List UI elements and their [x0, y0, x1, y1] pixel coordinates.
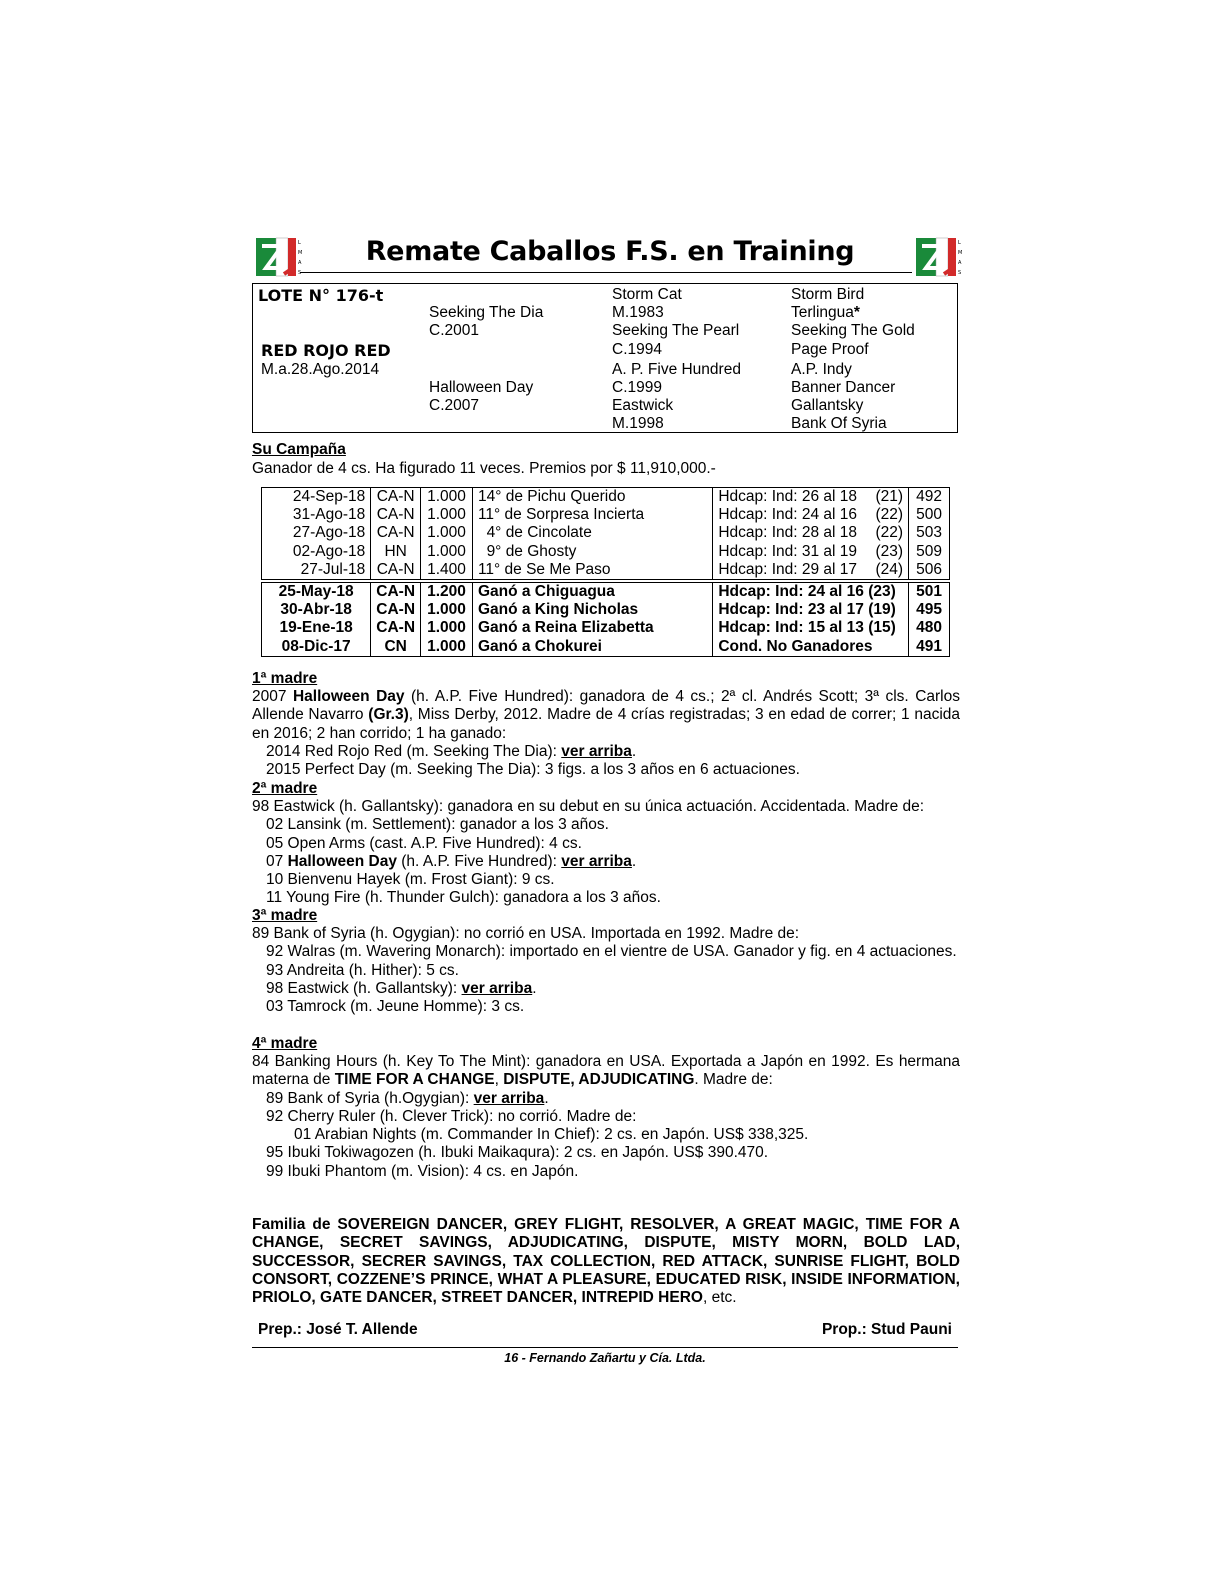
family-paragraph: Familia de SOVEREIGN DANCER, GREY FLIGHT, RESOLVER, A GREAT MAGIC, TIME FOR A CHANGE, SECRET SAVINGS, ADJUDICATING, DISPUTE, MISTY MORN, BOLD LAD, SUCCESSOR, SECRER SAVINGS, TAX COLLECTION, RED ATTACK, SUNRISE FLIGHT, BOLD CONSORT, COZZENE’S PRINCE, WHAT A PLEASURE, EDUCATED RISK, INSIDE INFORMATION, PRIOLO, GATE DANCER, STREET DANCER, INTREPID HERO, etc. [252, 1216, 960, 1307]
race-date: 27-Ago-18 [262, 524, 371, 542]
win-track: CA-N [371, 601, 421, 619]
title-divider [300, 272, 912, 273]
svg-text:S: S [298, 270, 302, 276]
race-date: 31-Ago-18 [262, 506, 371, 524]
win-condition: Cond. No Ganadores [713, 638, 909, 657]
madre2-child-3: 07 Halloween Day (h. A.P. Five Hundred): ver arriba. [266, 852, 637, 870]
svg-text:M: M [298, 250, 303, 256]
pedigree-box [252, 283, 958, 433]
race-weight: 492 [909, 488, 950, 507]
madre1-child-1: 2014 Red Rojo Red (m. Seeking The Dia): ver arriba. [266, 742, 637, 760]
horse-name: RED ROJO RED [261, 341, 391, 360]
madre1-section [252, 688, 960, 779]
race-track: HN [371, 543, 421, 561]
madre4-child-2: 92 Cherry Ruler (h. Clever Trick): no corrió. Madre de: [266, 1107, 637, 1125]
svg-text:S: S [958, 270, 962, 276]
win-date: 08-Dic-17 [262, 638, 371, 657]
win-track: CN [371, 638, 421, 657]
madre2-child-1: 02 Lansink (m. Settlement): ganador a los 3 años. [266, 816, 609, 834]
gen4-3: Seeking The Gold [791, 322, 915, 339]
madre2-section [252, 798, 960, 908]
win-condition: Hdcap: Ind: 23 al 17 (19) [713, 601, 909, 619]
race-condition: Hdcap: Ind: 29 al 17 (24) [713, 561, 909, 581]
win-distance: 1.200 [421, 581, 473, 601]
gen3-1: Storm Cat [612, 286, 682, 303]
gen4-1: Storm Bird [791, 286, 865, 303]
sire-name: Seeking The Dia [429, 304, 544, 321]
madre4-grandchild-1: 01 Arabian Nights (m. Commander In Chief): 2 cs. en Japón. US$ 338,325. [294, 1126, 809, 1144]
race-track: CA-N [371, 488, 421, 507]
win-result: Ganó a King Nicholas [472, 601, 712, 619]
table-row [262, 581, 950, 601]
race-result: 4° de Cincolate [472, 524, 712, 542]
dam-name: Halloween Day [429, 379, 534, 396]
madre1-child-2: 2015 Perfect Day (m. Seeking The Dia): 3 figs. a los 3 años en 6 actuaciones. [266, 761, 800, 779]
svg-text:M: M [958, 250, 963, 256]
race-track: CA-N [371, 561, 421, 581]
table-row [262, 638, 950, 657]
madre4-child-3: 95 Ibuki Tokiwagozen (h. Ibuki Maikaqura): 2 cs. en Japón. US$ 390.470. [266, 1144, 769, 1162]
madre2-child-2: 05 Open Arms (cast. A.P. Five Hundred): 4 cs. [266, 834, 582, 852]
race-weight: 503 [909, 524, 950, 542]
race-weight: 500 [909, 506, 950, 524]
madre2-child-4: 10 Bienvenu Hayek (m. Frost Giant): 9 cs. [266, 871, 555, 889]
race-result: 14° de Pichu Querido [472, 488, 712, 507]
madre2-child-5: 11 Young Fire (h. Thunder Gulch): ganadora a los 3 años. [266, 889, 661, 907]
horse-info: M.a.28.Ago.2014 [261, 361, 380, 378]
madre3-child-4: 03 Tamrock (m. Jeune Homme): 3 cs. [266, 998, 525, 1016]
race-date: 24-Sep-18 [262, 488, 371, 507]
page-title: Remate Caballos F.S. en Training [365, 236, 855, 267]
table-row [262, 619, 950, 637]
race-track: CA-N [371, 524, 421, 542]
campaign-table [261, 487, 950, 657]
win-date: 25-May-18 [262, 581, 371, 601]
lote-number: LOTE N° 176-t [258, 286, 384, 305]
win-track: CA-N [371, 619, 421, 637]
race-weight: 509 [909, 543, 950, 561]
win-date: 19-Ene-18 [262, 619, 371, 637]
madre3-child-3: 98 Eastwick (h. Gallantsky): ver arriba. [266, 979, 537, 997]
table-row [262, 524, 950, 542]
madre2-heading: 2ª madre [252, 780, 318, 797]
madre4-desc: 84 Banking Hours (h. Key To The Mint): ganadora en USA. Exportada a Japón en 1992. Es hermana materna de TIME FOR A CHANGE, DISPUTE, ADJUDICATING. Madre de: [252, 1053, 960, 1089]
win-track: CA-N [371, 581, 421, 601]
race-distance: 1.000 [421, 506, 473, 524]
svg-text:L: L [958, 240, 961, 246]
race-date: 27-Jul-18 [262, 561, 371, 581]
win-weight: 501 [909, 581, 950, 601]
madre4-child-1: 89 Bank of Syria (h.Ogygian): ver arriba. [266, 1089, 549, 1107]
win-weight: 495 [909, 601, 950, 619]
race-result: 11° de Sorpresa Incierta [472, 506, 712, 524]
madre4-heading: 4ª madre [252, 1035, 318, 1052]
race-condition: Hdcap: Ind: 24 al 16 (22) [713, 506, 909, 524]
win-distance: 1.000 [421, 638, 473, 657]
gen4-7: Gallantsky [791, 397, 864, 414]
prep-trainer: Prep.: José T. Allende [258, 1321, 418, 1338]
madre3-desc: 89 Bank of Syria (h. Ogygian): no corrió en USA. Importada en 1992. Madre de: [252, 925, 800, 942]
table-row [262, 601, 950, 619]
gen4-2: Terlingua* [791, 304, 860, 321]
win-date: 30-Abr-18 [262, 601, 371, 619]
win-distance: 1.000 [421, 601, 473, 619]
gen4-5: A.P. Indy [791, 361, 852, 378]
campaign-heading: Su Campaña [252, 441, 346, 458]
prop-owner: Prop.: Stud Pauni [821, 1321, 952, 1338]
madre1-desc: 2007 Halloween Day (h. A.P. Five Hundred): ganadora de 4 cs.; 2ª cl. Andrés Scott; 3ª cls. Carlos Allende Navarro (Gr.3), Miss Derby, 2012. Madre de 4 crías registradas; 3 en edad de correr; 1 nacida en 2016; 2 han corrido; 1 ha ganado: [252, 688, 961, 742]
win-distance: 1.000 [421, 619, 473, 637]
table-row [262, 488, 950, 507]
table-row [262, 561, 950, 581]
race-distance: 1.000 [421, 524, 473, 542]
madre2-desc: 98 Eastwick (h. Gallantsky): ganadora en su debut en su única actuación. Accidentada. Madre de: [252, 798, 925, 815]
race-condition: Hdcap: Ind: 28 al 18 (22) [713, 524, 909, 542]
win-weight: 480 [909, 619, 950, 637]
race-distance: 1.000 [421, 488, 473, 507]
gen4-8: Bank Of Syria [791, 415, 887, 432]
race-condition: Hdcap: Ind: 26 al 18 (21) [713, 488, 909, 507]
company-logo-right [912, 234, 964, 280]
gen3-5: A. P. Five Hundred [612, 361, 741, 378]
race-weight: 506 [909, 561, 950, 581]
race-result: 11° de Se Me Paso [472, 561, 712, 581]
madre3-child-1: 92 Walras (m. Wavering Monarch): importado en el vientre de USA. Ganador y fig. en 4 actuaciones. [266, 943, 957, 961]
win-result: Ganó a Chiguagua [472, 581, 712, 601]
gen3-4: C.1994 [612, 341, 662, 358]
race-date: 02-Ago-18 [262, 543, 371, 561]
win-result: Ganó a Reina Elizabetta [472, 619, 712, 637]
page-footer: 16 - Fernando Zañartu y Cía. Ltda. [504, 1351, 706, 1365]
win-condition: Hdcap: Ind: 24 al 16 (23) [713, 581, 909, 601]
svg-text:L: L [298, 240, 301, 246]
gen3-3: Seeking The Pearl [612, 322, 740, 339]
win-weight: 491 [909, 638, 950, 657]
sire-year: C.2001 [429, 322, 479, 339]
race-result: 9° de Ghosty [472, 543, 712, 561]
win-result: Ganó a Chokurei [472, 638, 712, 657]
race-condition: Hdcap: Ind: 31 al 19 (23) [713, 543, 909, 561]
table-row [262, 543, 950, 561]
race-distance: 1.400 [421, 561, 473, 581]
win-condition: Hdcap: Ind: 15 al 13 (15) [713, 619, 909, 637]
madre3-heading: 3ª madre [252, 907, 318, 924]
madre4-section [252, 1053, 960, 1181]
gen3-8: M.1998 [612, 415, 664, 432]
svg-text:A: A [298, 260, 302, 266]
madre3-child-2: 93 Andreita (h. Hither): 5 cs. [266, 961, 459, 979]
gen3-7: Eastwick [612, 397, 674, 414]
company-logo-left [252, 234, 304, 280]
campaign-summary: Ganador de 4 cs. Ha figurado 11 veces. Premios por $ 11,910,000.- [252, 460, 716, 477]
imported-star: * [853, 304, 860, 321]
svg-text:A: A [958, 260, 962, 266]
gen3-6: C.1999 [612, 379, 662, 396]
race-distance: 1.000 [421, 543, 473, 561]
madre4-child-4: 99 Ibuki Phantom (m. Vision): 4 cs. en Japón. [266, 1162, 579, 1180]
table-row [262, 506, 950, 524]
madre1-heading: 1ª madre [252, 670, 318, 687]
dam-year: C.2007 [429, 397, 479, 414]
gen3-2: M.1983 [612, 304, 664, 321]
gen4-4: Page Proof [791, 341, 869, 358]
race-track: CA-N [371, 506, 421, 524]
gen4-6: Banner Dancer [791, 379, 896, 396]
footer-divider [252, 1347, 958, 1348]
madre3-section [252, 925, 960, 1016]
